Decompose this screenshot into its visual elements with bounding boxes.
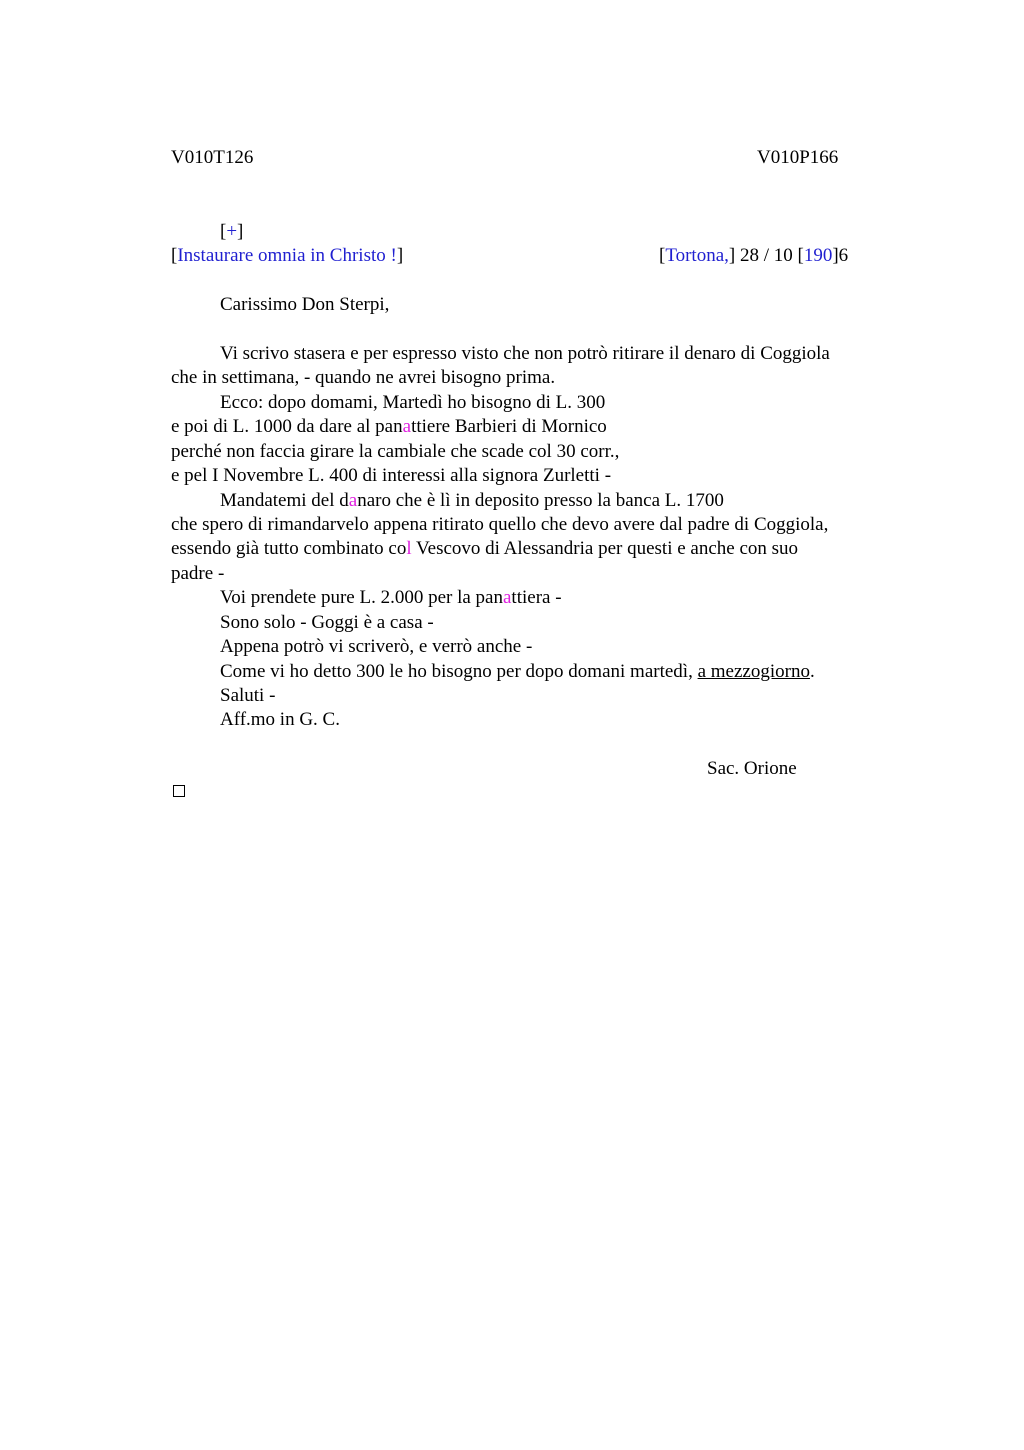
motto-text: Instaurare omnia in Christo ! [177,245,397,266]
body-line [220,586,562,610]
body-line: che spero di rimandarvelo appena ritirato quello che devo avere dal padre di Coggiola, [171,514,829,535]
cross-icon: + [226,221,238,242]
body-line [171,415,607,439]
body-line: Ecco: dopo domami, Martedì ho bisogno di L. 300 [220,392,606,413]
signature: Sac. Orione [707,758,797,779]
body-line: padre - [171,563,225,584]
bracket: [ [171,245,178,266]
correction-letter: a [402,416,412,437]
end-marker-box [173,785,185,797]
bracket: [ [659,245,666,266]
correction-letter: l [406,538,412,559]
body-line [220,489,724,513]
volume-code-left: V010T126 [171,147,254,168]
motto-line [171,244,403,268]
closing-formula: Aff.mo in G. C. [220,709,340,730]
underlined-text: a mezzogiorno [697,661,810,682]
year-prefix: 190 [803,245,833,266]
body-text: Mandatemi del d [220,490,349,511]
body-text: e poi di L. 1000 da dare al pan [171,416,403,437]
body-line: che in settimana, - quando ne avrei bisogno prima. [171,367,556,388]
body-text: Voi prendete pure L. 2.000 per la pan [220,587,503,608]
body-text: naro che è lì in deposito presso la banca L. 1700 [357,490,724,511]
bracket: [ [220,221,227,242]
body-text: ttiera - [511,587,562,608]
cross-symbol [220,220,243,244]
body-line [171,537,798,561]
bracket: ] [396,245,404,266]
body-line: Appena potrò vi scriverò, e verrò anche - [220,636,533,657]
body-line: Vi scrivo stasera e per espresso visto che non potrò ritirare il denaro di Coggiola [220,343,830,364]
dateline [659,244,848,268]
closing-greeting: Saluti - [220,685,276,706]
body-text: Come vi ho detto 300 le ho bisogno per dopo domani martedì, [220,661,698,682]
body-line: e pel I Novembre L. 400 di interessi alla signora Zurletti - [171,465,612,486]
year-suffix: 6 [838,245,849,266]
body-text: essendo già tutto combinato co [171,538,407,559]
date-text: ] 28 / 10 [ [728,245,804,266]
body-line: perché non faccia girare la cambiale che scade col 30 corr., [171,441,620,462]
salutation: Carissimo Don Sterpi, [220,294,390,315]
body-text: Vescovo di Alessandria per questi e anche con suo [411,538,799,559]
place-name: Tortona, [665,245,729,266]
correction-letter: a [348,490,358,511]
body-line: Sono solo - Goggi è a casa - [220,612,434,633]
body-line [220,660,815,684]
body-text: ttiere Barbieri di Mornico [411,416,607,437]
body-text: . [809,661,815,682]
bracket: ] [832,245,839,266]
bracket: ] [237,221,244,242]
page-code-right: V010P166 [757,147,839,168]
correction-letter: a [502,587,512,608]
